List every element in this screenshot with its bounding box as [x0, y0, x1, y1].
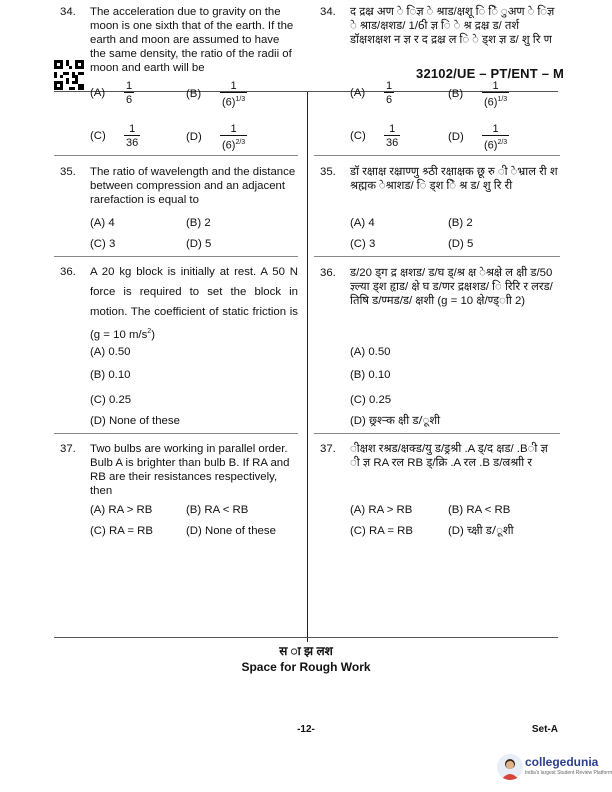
student-avatar-icon [497, 754, 523, 780]
option-c: (C) RA = RB [350, 525, 413, 537]
separator [54, 433, 298, 434]
page-number: -12- [297, 724, 315, 735]
option-d: (D) None of these [186, 525, 276, 537]
rough-work-heading: Space for Rough Work [241, 660, 371, 674]
option-a: (A) 0.50 [90, 346, 131, 358]
question-36-en: 36. A 20 kg block is initially at rest. A 50 N force is required to set the block in motion. The coefficient of static friction is (g = 10 $m/s^2$) [60, 262, 298, 345]
option-b: (B) RA < RB [448, 504, 511, 516]
option-c: (C) RA = RB [90, 525, 153, 537]
option-a: (A) RA > RB [350, 504, 413, 516]
question-37-hi: 37. ीक्षश रश्रड/क्षक्ड/यु ड/ड्रश्री .A ड्/द क्षड/ .Bी ज्ञ ी ज्ञ RA रल RB ड्/क्रि .A रल .B ड/ल्रश्राी र [320, 443, 548, 469]
collegedunia-logo [497, 752, 612, 786]
separator [54, 256, 298, 257]
separator [54, 155, 298, 156]
separator [314, 256, 560, 257]
option-b: (B) 0.10 [90, 369, 131, 381]
option-b: (B) $\frac{1}{(6)^{1/3}}$ [186, 80, 246, 109]
column-divider [307, 92, 308, 642]
question-text: The acceleration due to gravity on the moon is one sixth that of the earth. If the earth and moon are assumed to have the same density, the ratio of the radii of moon and earth will be [90, 6, 294, 74]
logo-name: collegedunia [525, 755, 599, 769]
option-b: (B) 2 [448, 217, 473, 229]
option-b: (B) RA < RB [186, 504, 249, 516]
option-b: (B) 0.10 [350, 369, 391, 381]
option-c: (C) 0.25 [90, 394, 132, 406]
option-d: (D) 5 [448, 238, 474, 250]
option-d: (D) 5 [186, 238, 212, 250]
option-d: (D) $\frac{1}{(6)^{2/3}}$ [186, 123, 246, 152]
question-35-hi: 35. डॉ रक्षाक्ष रक्ष्राण्णु श्र्ठी रक्षाक्षक छू रु ी ेभ्राल री श श्रह्मक ेश्राशड/ ि ड्श ेि श्र ड/ शु रि री [320, 166, 558, 192]
question-34-hi: 34. द द्रक्ष्र अण े िज्ञ े श्राड/क्षशू ि ेि ुअण े िज्ञ े श्राड/क्षशड/ 1/6ी ज्ञ ि े श्र द्रक्ष्र ड/ तर्श डॉक्षशक्षश न ज्ञ र द द्रक्ष्र ल ि े ड्श ज्ञ ड/ शु रि ण [320, 6, 555, 46]
option-d: (D) None of these [90, 415, 180, 427]
question-35-en: 35. The ratio of wavelength and the distance between compression and an adjacent rarefaction is equal to [60, 166, 296, 206]
option-c: (C) 0.25 [350, 394, 392, 406]
option-c: (C) $\frac{1}{36}$ [90, 123, 139, 149]
question-34-en [60, 5, 298, 75]
question-number: 34. [60, 6, 76, 18]
question-text: A 20 kg block is initially at rest. A 50 N force is required to set the block in motion. The coefficient of static friction is (g = 10 $m/s^2$) [90, 266, 298, 341]
option-d: (D) $\frac{1}{(6)^{2/3}}$ [448, 123, 508, 152]
set-label: Set-A [531, 724, 558, 735]
option-b: (B) $\frac{1}{(6)^{1/3}}$ [448, 80, 508, 109]
bottom-rule [54, 637, 558, 638]
option-a: (A) $\frac{1}{6}$ [350, 80, 393, 106]
separator [314, 433, 560, 434]
option-a: (A) 4 [350, 217, 375, 229]
logo-tagline: India's largest Student Review Platform [525, 770, 612, 776]
option-a: (A) RA > RB [90, 504, 153, 516]
option-a: (A) $\frac{1}{6}$ [90, 80, 133, 106]
option-d: (D) च्क्षी ड/ूशी [448, 525, 514, 537]
option-a: (A) 0.50 [350, 346, 391, 358]
option-a: (A) 4 [90, 217, 115, 229]
rough-work-heading-hi: स ा झ लश [279, 644, 333, 658]
paper-code: 32102/UE – PT/ENT – M [416, 66, 564, 81]
question-37-en: 37. Two bulbs are working in parallel order. Bulb A is brighter than bulb B. If RA and RB are their resistances respectively, then [60, 443, 290, 497]
question-36-hi: 36. ड/20 ड्ग द्र क्षशड/ ड/घ ड्/श्र क्ष ेश्रक्षे ल क्षी ड/50 ज्ञ्ल्या ड्श हृाड/ क्षे घ ड/णर द्रक्षशड/ ि रिरि र लरड/तिषि ड/ण्मड/ड/ क्षशी (g = 10 क्षे/ण्ड्ाी 2) [320, 267, 553, 307]
option-c: (C) $\frac{1}{36}$ [350, 123, 399, 149]
separator [314, 155, 560, 156]
option-c: (C) 3 [350, 238, 376, 250]
option-b: (B) 2 [186, 217, 211, 229]
option-d: (D) छ्र्श्ऱ्क क्षी ड/ूशी [350, 415, 441, 427]
option-c: (C) 3 [90, 238, 116, 250]
